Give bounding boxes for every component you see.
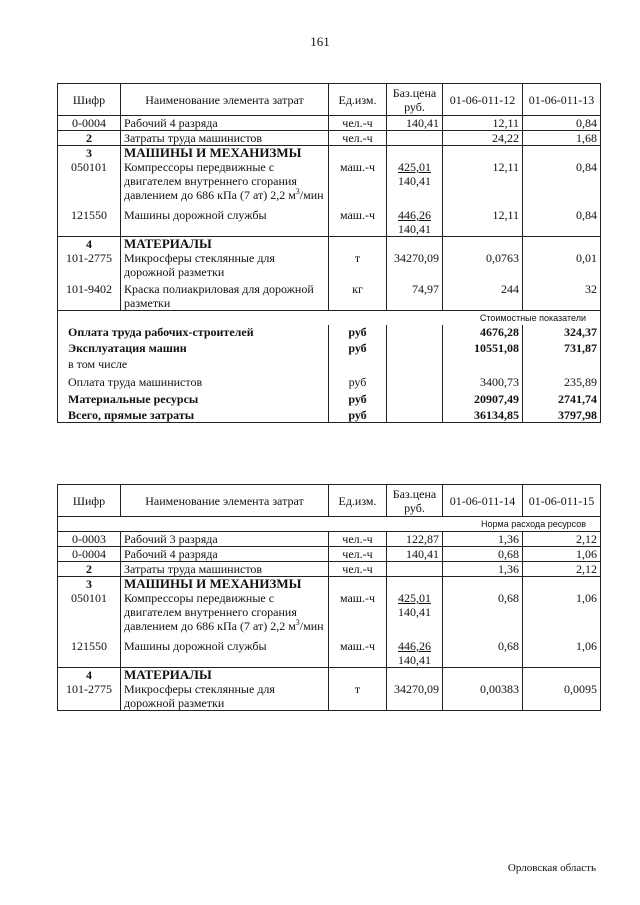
row-code: 0-0003 bbox=[58, 532, 121, 547]
row-unit: т bbox=[329, 251, 387, 279]
summary-value-2: 235,89 bbox=[523, 371, 601, 389]
row-value-1: 1,36 bbox=[443, 532, 523, 547]
row-code: 050101 bbox=[58, 160, 121, 202]
note-row bbox=[58, 517, 601, 532]
row-name: Краска полиакриловая для дорожной разметки bbox=[121, 279, 329, 311]
table-row bbox=[58, 116, 601, 131]
row-value-2: 1,68 bbox=[523, 131, 601, 146]
summary-value-2: 3797,98 bbox=[523, 406, 601, 423]
row-code: 101-2775 bbox=[58, 682, 121, 711]
header-unit: Ед.изм. bbox=[329, 84, 387, 116]
table-row bbox=[58, 682, 601, 711]
row-unit: чел.-ч bbox=[329, 116, 387, 131]
row-unit: т bbox=[329, 682, 387, 711]
row-code: 050101 bbox=[58, 591, 121, 633]
row-code: 121550 bbox=[58, 633, 121, 668]
row-value-1: 1,36 bbox=[443, 562, 523, 577]
header-code: Шифр bbox=[58, 84, 121, 116]
footer-region: Орловская область bbox=[507, 862, 596, 874]
row-name: Затраты труда машинистов bbox=[121, 131, 329, 146]
row-name: Машины дорожной службы bbox=[121, 202, 329, 237]
row-value-1: 0,68 bbox=[443, 591, 523, 633]
row-price: 446,26 140,41 bbox=[387, 202, 443, 237]
row-value-1: 0,68 bbox=[443, 633, 523, 668]
row-value-1: 0,0763 bbox=[443, 251, 523, 279]
row-price: 425,01 140,41 bbox=[387, 160, 443, 202]
summary-row bbox=[58, 325, 601, 339]
summary-unit: руб bbox=[329, 371, 387, 389]
row-price: 140,41 bbox=[387, 116, 443, 131]
summary-value-2: 2741,74 bbox=[523, 389, 601, 406]
row-price bbox=[387, 562, 443, 577]
row-value-1: 244 bbox=[443, 279, 523, 311]
row-value-2: 0,01 bbox=[523, 251, 601, 279]
section-row bbox=[58, 577, 601, 592]
cost-table-1 bbox=[57, 83, 601, 423]
row-price: 34270,09 bbox=[387, 682, 443, 711]
row-name: Микросферы стеклянные для дорожной разметки bbox=[121, 682, 329, 711]
page-number: 161 bbox=[310, 34, 330, 49]
table-row bbox=[58, 532, 601, 547]
header-col-1: 01-06-011-14 bbox=[443, 485, 523, 517]
row-value-2: 1,06 bbox=[523, 633, 601, 668]
row-code: 2 bbox=[58, 562, 121, 577]
section-code: 4 bbox=[58, 237, 121, 252]
row-unit: маш.-ч bbox=[329, 591, 387, 633]
row-name: Машины дорожной службы bbox=[121, 633, 329, 668]
header-col-1: 01-06-011-12 bbox=[443, 84, 523, 116]
row-value-2: 0,84 bbox=[523, 160, 601, 202]
summary-value-1: 20907,49 bbox=[443, 389, 523, 406]
section-title: МАШИНЫ И МЕХАНИЗМЫ bbox=[121, 146, 329, 161]
summary-value-2: 731,87 bbox=[523, 339, 601, 355]
row-price: 140,41 bbox=[387, 547, 443, 562]
summary-row bbox=[58, 371, 601, 389]
row-price: 74,97 bbox=[387, 279, 443, 311]
summary-value-1: 36134,85 bbox=[443, 406, 523, 423]
row-name: Затраты труда машинистов bbox=[121, 562, 329, 577]
section-code: 3 bbox=[58, 146, 121, 161]
table-row bbox=[58, 160, 601, 202]
header-col-2: 01-06-011-13 bbox=[523, 84, 601, 116]
row-code: 0-0004 bbox=[58, 116, 121, 131]
section-row bbox=[58, 237, 601, 252]
summary-value-2: 324,37 bbox=[523, 325, 601, 339]
row-unit: кг bbox=[329, 279, 387, 311]
row-value-2: 2,12 bbox=[523, 562, 601, 577]
row-price: 446,26 140,41 bbox=[387, 633, 443, 668]
row-code: 101-2775 bbox=[58, 251, 121, 279]
summary-label: Оплата труда машинистов bbox=[58, 371, 329, 389]
row-value-1: 12,11 bbox=[443, 160, 523, 202]
row-unit: чел.-ч bbox=[329, 562, 387, 577]
row-unit: маш.-ч bbox=[329, 633, 387, 668]
summary-label: Всего, прямые затраты bbox=[58, 406, 329, 423]
header-name: Наименование элемента затрат bbox=[121, 84, 329, 116]
section-note: Стоимостные показатели bbox=[58, 311, 601, 326]
row-unit: чел.-ч bbox=[329, 547, 387, 562]
section-code: 4 bbox=[58, 668, 121, 683]
row-value-1: 12,11 bbox=[443, 116, 523, 131]
row-name: Компрессоры передвижные с двигателем внутреннего сгорания давлением до 686 кПа (7 ат) 2,2 $м^3$/мин bbox=[121, 591, 329, 633]
header-price: Баз.цена руб. bbox=[387, 84, 443, 116]
section-row bbox=[58, 668, 601, 683]
summary-row bbox=[58, 339, 601, 355]
header-code: Шифр bbox=[58, 485, 121, 517]
table-row bbox=[58, 633, 601, 668]
row-name: Рабочий 3 разряда bbox=[121, 532, 329, 547]
table-row bbox=[58, 131, 601, 146]
row-unit: маш.-ч bbox=[329, 202, 387, 237]
row-code: 101-9402 bbox=[58, 279, 121, 311]
section-row bbox=[58, 146, 601, 161]
table-row bbox=[58, 591, 601, 633]
row-name: Рабочий 4 разряда bbox=[121, 116, 329, 131]
row-value-1: 24,22 bbox=[443, 131, 523, 146]
summary-row bbox=[58, 389, 601, 406]
summary-label: в том числе bbox=[58, 355, 329, 371]
row-value-2: 32 bbox=[523, 279, 601, 311]
summary-value-1: 3400,73 bbox=[443, 371, 523, 389]
summary-label: Материальные ресурсы bbox=[58, 389, 329, 406]
section-title: МАТЕРИАЛЫ bbox=[121, 668, 329, 683]
row-value-2: 1,06 bbox=[523, 547, 601, 562]
summary-value-1: 4676,28 bbox=[443, 325, 523, 339]
section-title: МАТЕРИАЛЫ bbox=[121, 237, 329, 252]
table-row bbox=[58, 279, 601, 311]
row-code: 121550 bbox=[58, 202, 121, 237]
row-name: Компрессоры передвижные с двигателем внутреннего сгорания давлением до 686 кПа (7 ат) 2,2 $м^3$/мин bbox=[121, 160, 329, 202]
row-code: 0-0004 bbox=[58, 547, 121, 562]
summary-label: Эксплуатация машин bbox=[58, 339, 329, 355]
summary-row bbox=[58, 406, 601, 423]
row-value-2: 0,0095 bbox=[523, 682, 601, 711]
row-price bbox=[387, 131, 443, 146]
row-value-1: 12,11 bbox=[443, 202, 523, 237]
summary-row bbox=[58, 355, 601, 371]
table-row bbox=[58, 547, 601, 562]
table-row bbox=[58, 251, 601, 279]
row-code: 2 bbox=[58, 131, 121, 146]
note-row bbox=[58, 311, 601, 326]
header-unit: Ед.изм. bbox=[329, 485, 387, 517]
table-row bbox=[58, 202, 601, 237]
summary-unit: руб bbox=[329, 406, 387, 423]
summary-unit: руб bbox=[329, 339, 387, 355]
cost-table-2 bbox=[57, 484, 601, 711]
row-unit: чел.-ч bbox=[329, 131, 387, 146]
row-price: 34270,09 bbox=[387, 251, 443, 279]
header-name: Наименование элемента затрат bbox=[121, 485, 329, 517]
row-value-2: 2,12 bbox=[523, 532, 601, 547]
row-name: Микросферы стеклянные для дорожной разметки bbox=[121, 251, 329, 279]
row-value-2: 0,84 bbox=[523, 202, 601, 237]
row-unit: чел.-ч bbox=[329, 532, 387, 547]
row-value-1: 0,00383 bbox=[443, 682, 523, 711]
row-price: 425,01 140,41 bbox=[387, 591, 443, 633]
row-price: 122,87 bbox=[387, 532, 443, 547]
row-value-1: 0,68 bbox=[443, 547, 523, 562]
row-value-2: 0,84 bbox=[523, 116, 601, 131]
header-price: Баз.цена руб. bbox=[387, 485, 443, 517]
summary-label: Оплата труда рабочих-строителей bbox=[58, 325, 329, 339]
table-row bbox=[58, 562, 601, 577]
table-header bbox=[58, 485, 601, 517]
section-code: 3 bbox=[58, 577, 121, 592]
section-note: Норма расхода ресурсов bbox=[58, 517, 601, 532]
row-unit: маш.-ч bbox=[329, 160, 387, 202]
summary-value-1: 10551,08 bbox=[443, 339, 523, 355]
table-header bbox=[58, 84, 601, 116]
header-col-2: 01-06-011-15 bbox=[523, 485, 601, 517]
row-value-2: 1,06 bbox=[523, 591, 601, 633]
row-name: Рабочий 4 разряда bbox=[121, 547, 329, 562]
section-title: МАШИНЫ И МЕХАНИЗМЫ bbox=[121, 577, 329, 592]
summary-unit: руб bbox=[329, 325, 387, 339]
summary-unit: руб bbox=[329, 389, 387, 406]
